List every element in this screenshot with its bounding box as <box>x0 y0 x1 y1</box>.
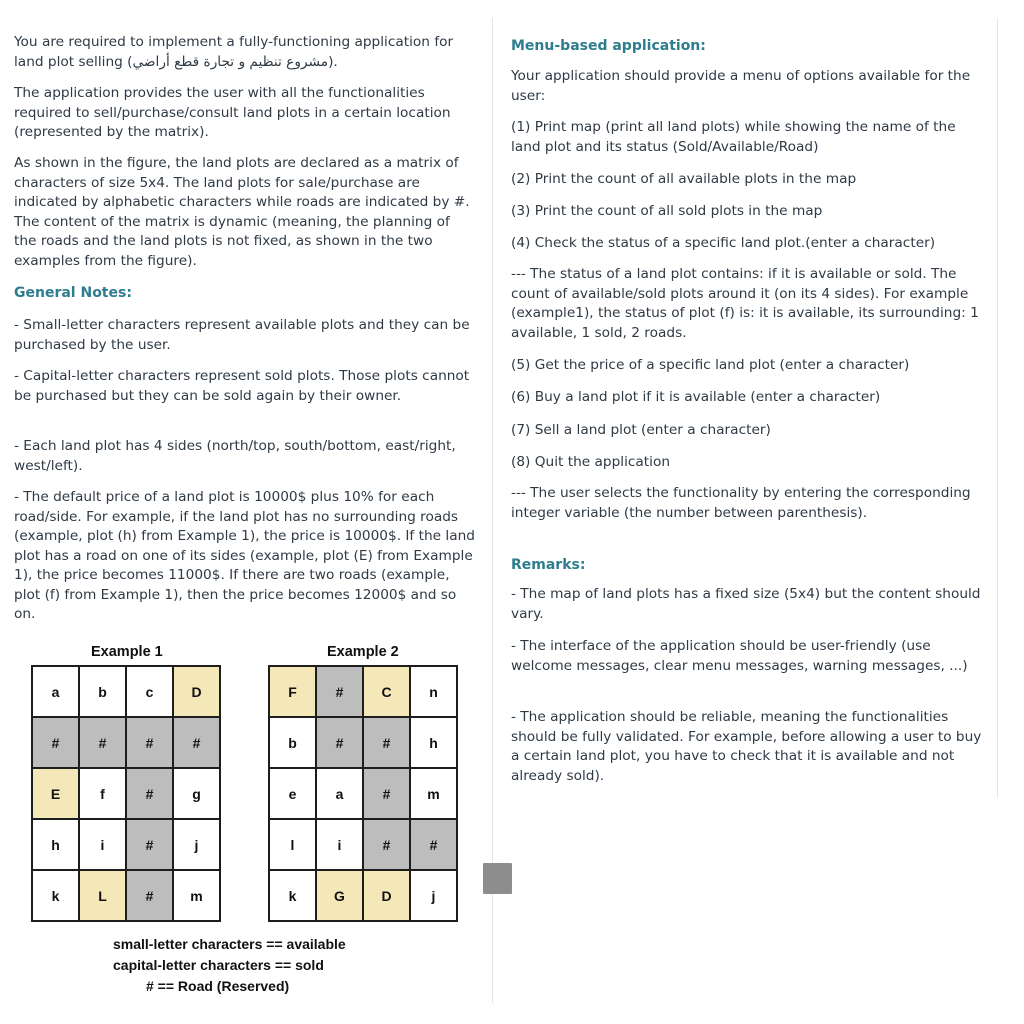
plot-cell: h <box>410 717 457 768</box>
plot-cell: h <box>32 819 79 870</box>
scroll-to-top-button[interactable] <box>483 863 512 894</box>
plot-cell: m <box>410 768 457 819</box>
option-6: (6) Buy a land plot if it is available (enter a character) <box>511 389 881 405</box>
right-edge-divider <box>997 18 998 798</box>
legend-road: # == Road (Reserved) <box>146 978 290 994</box>
remark-2: - The interface of the application should be user-friendly (use welcome messages, clear menu messages, warning messages, ...) <box>511 638 968 674</box>
plot-cell: i <box>79 819 126 870</box>
note-capital-letters: - Capital-letter characters represent sold plots. Those plots cannot be purchased but they can be sold again by their owner. <box>14 368 470 404</box>
plot-cell: j <box>173 819 220 870</box>
option-4-note: --- The status of a land plot contains: if it is available or sold. The count of available/sold plots around it (on its 4 sides). For example (example1), the status of plot (f) is: it is available, its surrounding: 1 available, 1 sold, 2 roads. <box>511 266 979 341</box>
general-notes-heading: General Notes: <box>14 285 132 301</box>
plot-cell: k <box>32 870 79 921</box>
plot-cell: a <box>316 768 363 819</box>
remarks-heading: Remarks: <box>511 557 586 573</box>
grid-row <box>32 819 220 870</box>
grid-row <box>32 870 220 921</box>
plot-cell: L <box>79 870 126 921</box>
grid-row <box>32 666 220 717</box>
option-1: (1) Print map (print all land plots) while showing the name of the land plot and its status (Sold/Available/Road) <box>511 119 956 155</box>
plot-cell: C <box>363 666 410 717</box>
plot-cell: # <box>173 717 220 768</box>
plot-cell: # <box>316 717 363 768</box>
plot-cell: # <box>363 819 410 870</box>
plot-cell: # <box>126 768 173 819</box>
plot-cell: # <box>410 819 457 870</box>
note-small-letters: - Small-letter characters represent available plots and they can be purchased by the user. <box>14 317 470 353</box>
plot-cell: i <box>316 819 363 870</box>
grid-row <box>269 717 457 768</box>
example1-grid <box>31 665 221 922</box>
plot-cell: a <box>32 666 79 717</box>
legend-available: small-letter characters == available <box>113 936 346 952</box>
grid-row <box>269 666 457 717</box>
remark-1: - The map of land plots has a fixed size (5x4) but the content should vary. <box>511 586 981 622</box>
plot-cell: # <box>126 819 173 870</box>
remark-3: - The application should be reliable, meaning the functionalities should be fully validated. For example, before allowing a user to buy a certain land plot, you have to check that it is available and not already sold). <box>511 709 982 784</box>
plot-cell: n <box>410 666 457 717</box>
menu-intro: Your application should provide a menu of options available for the user: <box>511 68 971 104</box>
legend-sold: capital-letter characters == sold <box>113 957 324 973</box>
plot-cell: l <box>269 819 316 870</box>
select-note: --- The user selects the functionality by entering the corresponding integer variable (the number between parenthesis). <box>511 485 971 521</box>
plot-cell: F <box>269 666 316 717</box>
plot-cell: E <box>32 768 79 819</box>
plot-cell: # <box>126 717 173 768</box>
plot-cell: # <box>316 666 363 717</box>
plot-cell: # <box>363 768 410 819</box>
plot-cell: b <box>79 666 126 717</box>
plot-cell: c <box>126 666 173 717</box>
plot-cell: f <box>79 768 126 819</box>
example1-title: Example 1 <box>91 644 163 660</box>
plot-cell: D <box>363 870 410 921</box>
intro-paragraph: You are required to implement a fully-functioning application for land plot selling (مشروع تنظيم و تجارة قطع أراضي). <box>14 34 454 70</box>
grid-row <box>269 768 457 819</box>
note-price: - The default price of a land plot is 10000$ plus 10% for each road/side. For example, if the land plot has no surrounding roads (example, plot (h) from Example 1), the price is 10000$. If the land plot has a road on one of its sides (example, plot (E) from Example 1), the price becomes 11000$. If there are two roads (example, plot (f) from Example 1), then the price becomes 12000$ and so on. <box>14 489 475 622</box>
functionality-paragraph: The application provides the user with all the functionalities required to sell/purchase/consult land plots in a certain location (represented by the matrix). <box>14 85 451 140</box>
menu-heading: Menu-based application: <box>511 38 706 54</box>
option-8: (8) Quit the application <box>511 454 671 470</box>
plot-cell: # <box>79 717 126 768</box>
note-sides: - Each land plot has 4 sides (north/top, south/bottom, east/right, west/left). <box>14 438 456 474</box>
column-divider <box>492 18 493 1003</box>
option-7: (7) Sell a land plot (enter a character) <box>511 422 771 438</box>
plot-cell: D <box>173 666 220 717</box>
plot-cell: # <box>32 717 79 768</box>
option-4: (4) Check the status of a specific land plot.(enter a character) <box>511 235 936 251</box>
grid-row <box>269 819 457 870</box>
grid-row <box>32 768 220 819</box>
plot-cell: k <box>269 870 316 921</box>
plot-cell: # <box>126 870 173 921</box>
plot-cell: # <box>363 717 410 768</box>
example2-title: Example 2 <box>327 644 399 660</box>
matrix-paragraph: As shown in the figure, the land plots are declared as a matrix of characters of size 5x4. The land plots for sale/purchase are indicated by alphabetic characters while roads are indicated by #. The content of the matrix is dynamic (meaning, the planning of the roads and the land plots is not fixed, as shown in the two examples from the figure). <box>14 155 470 269</box>
grid-row <box>32 717 220 768</box>
example2-grid <box>268 665 458 922</box>
plot-cell: e <box>269 768 316 819</box>
plot-cell: g <box>173 768 220 819</box>
plot-cell: b <box>269 717 316 768</box>
plot-cell: G <box>316 870 363 921</box>
plot-cell: m <box>173 870 220 921</box>
grid-row <box>269 870 457 921</box>
option-2: (2) Print the count of all available plots in the map <box>511 171 857 187</box>
option-5: (5) Get the price of a specific land plot (enter a character) <box>511 357 910 373</box>
option-3: (3) Print the count of all sold plots in the map <box>511 203 823 219</box>
plot-cell: j <box>410 870 457 921</box>
